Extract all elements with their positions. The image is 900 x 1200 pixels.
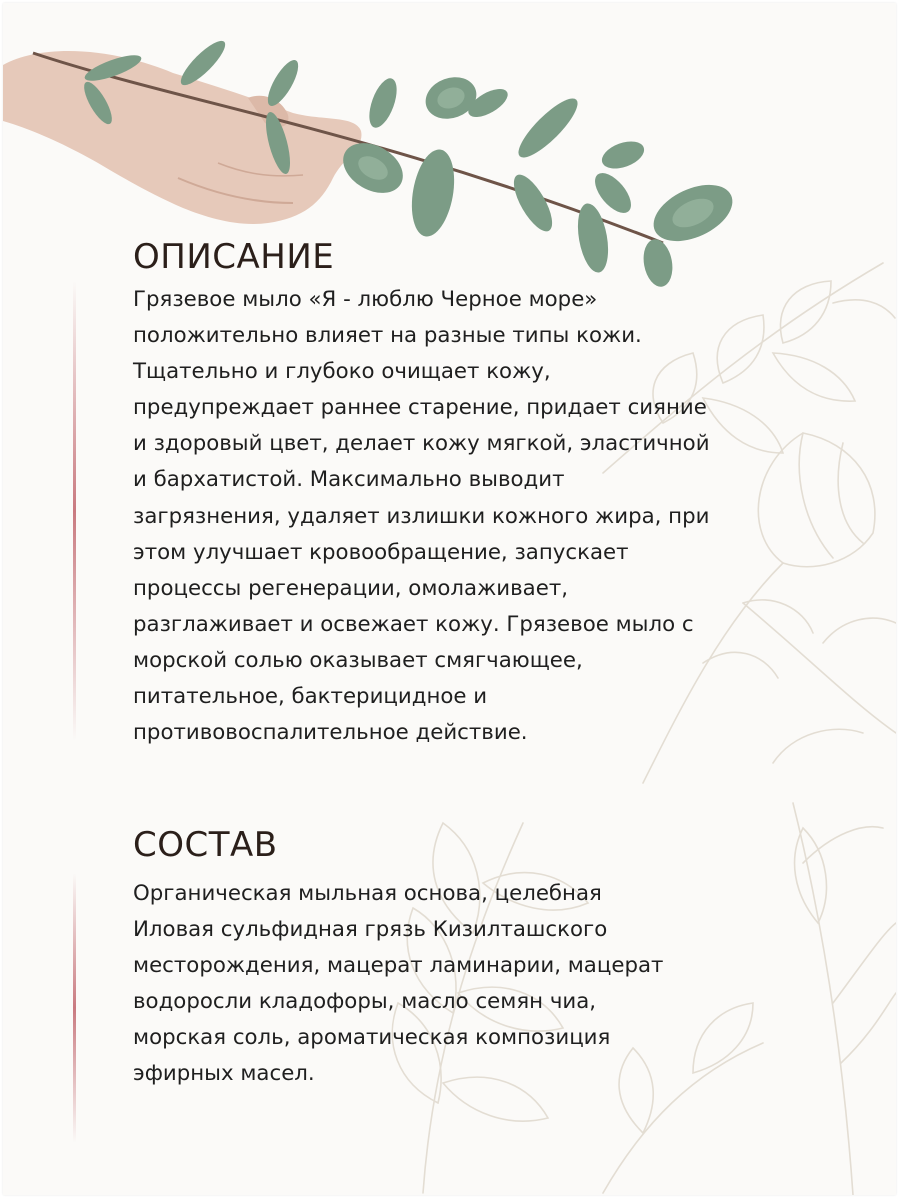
description-accent-line bbox=[73, 281, 76, 741]
composition-heading: СОСТАВ bbox=[133, 825, 278, 865]
description-text: Грязевое мыло «Я - люблю Черное море» положительно влияет на разные типы кожи. Тщательно и глубоко очищает кожу, предупреждает раннее старение, придает сияние и здоровый цвет, делает кожу мягкой, эластичной и бархатистой. Максимально выводит загрязнения, удаляет излишки кожного жира, при этом улучшает кровообращение, запускает процессы регенерации, омолаживает, разглаживает и освежает кожу. Грязевое мыло с морской солью оказывает смягчающее, питательное, бактерицидное и противовоспалительное действие. bbox=[133, 287, 710, 746]
composition-text: Органическая мыльная основа, целебная Иловая сульфидная грязь Кизилташского месторождения, мацерат ламинарии, мацерат водоросли кладофоры, масло семян чиа, морская соль, ароматическая композиция эфирных масел. bbox=[133, 881, 664, 1087]
composition-accent-line bbox=[73, 873, 76, 1143]
description-heading: ОПИСАНИЕ bbox=[133, 237, 335, 277]
product-info-card bbox=[3, 3, 896, 1195]
hand-branch-illustration bbox=[3, 35, 741, 289]
